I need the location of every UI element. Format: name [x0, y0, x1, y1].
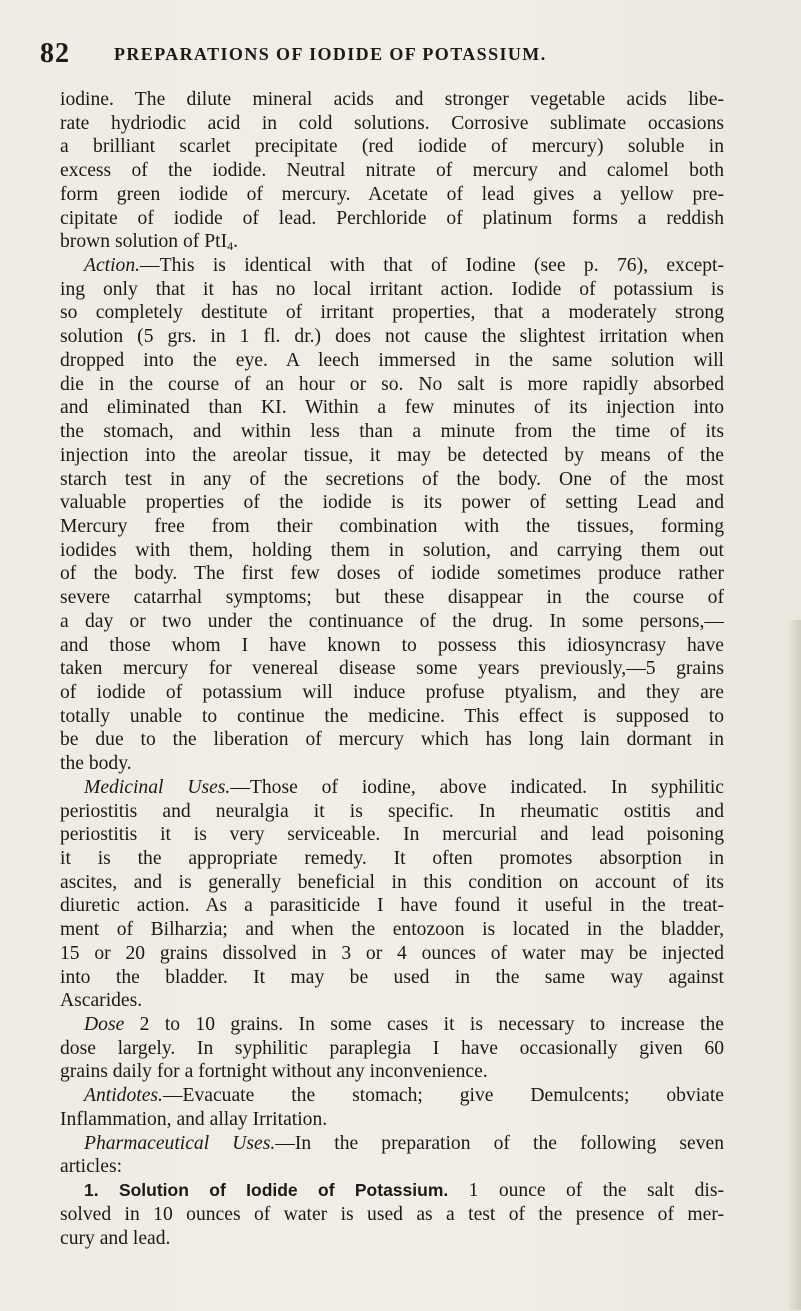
paragraph-action — [60, 254, 724, 278]
section-heading-action: Action. — [84, 255, 141, 277]
text-line: it is the appropriate remedy. It often promotes absorption in — [60, 848, 724, 869]
text-line: ascites, and is generally beneficial in this condition on account of its — [60, 871, 724, 893]
paragraph-antidotes — [60, 1084, 724, 1108]
text-line: dropped into the eye. A leech immersed in the same solution will — [60, 349, 724, 371]
text-line: and eliminated than KI. Within a few minutes of its injection into — [60, 397, 724, 419]
paragraph-dose — [60, 1013, 724, 1037]
text-line: taken mercury for venereal disease some years previously,—5 grains — [60, 658, 724, 680]
body-text — [60, 88, 724, 1250]
section-heading-medicinal-uses: Medicinal Uses. — [84, 776, 231, 798]
text-line: cipitate of iodide of lead. Perchloride of platinum forms a reddish — [60, 207, 724, 229]
text-line: dose largely. In syphilitic paraplegia I have occasionally given 60 — [60, 1037, 724, 1059]
text-line: Ascarides. — [60, 990, 143, 1012]
text-line: valuable properties of the iodide is its power of setting Lead and — [60, 492, 724, 514]
text-line: iodides with them, holding them in solution, and carrying them out — [60, 539, 724, 561]
text-line: injection into the areolar tissue, it may be detected by means of the — [60, 444, 724, 466]
text-line: periostitis and neuralgia it is specific. In rheumatic ostitis and — [60, 800, 724, 822]
text-line: solution (5 grs. in 1 fl. dr.) does not cause the slightest irritation when — [60, 326, 724, 348]
text-line: periostitis it is very serviceable. In mercurial and lead poisoning — [60, 824, 724, 846]
text-run: —Those of iodine, above indicated. In syphilitic — [230, 776, 724, 798]
running-head: PREPARATIONS OF IODIDE OF POTASSIUM. — [114, 44, 547, 64]
formula-text: brown solution of PtI — [60, 231, 228, 253]
text-line: starch test in any of the secretions of the body. One of the most — [60, 468, 724, 490]
page-header — [40, 38, 752, 68]
text-run: 2 to 10 grains. In some cases it is necessary to increase the — [124, 1014, 724, 1036]
text-line: ment of Bilharzia; and when the entozoon is located in the bladder, — [60, 919, 724, 941]
text-line: and those whom I have known to possess this idiosyncrasy have — [60, 634, 724, 656]
section-heading-pharmaceutical-uses: Pharmaceutical Uses. — [84, 1132, 276, 1154]
text-line: articles: — [60, 1156, 123, 1178]
text-run: —Evacuate the stomach; give Demulcents; obviate — [162, 1085, 724, 1107]
text-line: a day or two under the continuance of the drug. In some persons,— — [60, 610, 724, 632]
paragraph-solution — [60, 1179, 724, 1203]
page-edge-shadow — [787, 620, 801, 1310]
section-heading-dose: Dose — [84, 1014, 125, 1036]
text-line: the body. — [60, 753, 132, 775]
item-heading-solution: 1. Solution of Iodide of Potassium. — [84, 1180, 449, 1201]
text-line: cury and lead. — [60, 1227, 171, 1249]
text-line: totally unable to continue the medicine. This effect is supposed to — [60, 705, 724, 727]
text-line: ing only that it has no local irritant action. Iodide of potassium is — [60, 278, 724, 300]
text-line: 15 or 20 grains dissolved in 3 or 4 ounces of water may be injected — [60, 942, 724, 964]
formula-subscript: 4 — [227, 239, 234, 254]
text-line: the stomach, and within less than a minute from the time of its — [60, 421, 724, 443]
text-line: die in the course of an hour or so. No salt is more rapidly absorbed — [60, 373, 724, 395]
paragraph-medicinal-uses — [60, 776, 724, 800]
text-line: be due to the liberation of mercury which has long lain dormant in — [60, 729, 724, 751]
text-line: of iodide of potassium will induce profuse ptyalism, and they are — [60, 681, 724, 703]
text-line: rate hydriodic acid in cold solutions. Corrosive sublimate occasions — [60, 112, 724, 134]
page-number: 82 — [40, 38, 70, 69]
text-line: solved in 10 ounces of water is used as a test of the presence of mer- — [60, 1203, 724, 1225]
text-line — [60, 230, 724, 254]
text-line: Mercury free from their combination with the tissues, forming — [60, 515, 724, 537]
text-run: —This is identical with that of Iodine (see p. 76), except- — [140, 255, 724, 277]
text-line: excess of the iodide. Neutral nitrate of mercury and calomel both — [60, 160, 724, 182]
text-line: Inflammation, and allay Irritation. — [60, 1108, 328, 1130]
text-line: grains daily for a fortnight without any inconvenience. — [60, 1061, 488, 1083]
text-run: —In the preparation of the following seven — [275, 1132, 724, 1154]
text-line: a brilliant scarlet precipitate (red iodide of mercury) soluble in — [60, 136, 724, 158]
text-run: 1 ounce of the salt dis- — [448, 1180, 724, 1202]
period: . — [233, 231, 238, 253]
text-line: of the body. The first few doses of iodide sometimes produce rather — [60, 563, 724, 585]
text-line: iodine. The dilute mineral acids and stronger vegetable acids libe- — [60, 89, 724, 110]
text-line: form green iodide of mercury. Acetate of lead gives a yellow pre- — [60, 183, 724, 205]
paragraph-pharmaceutical-uses — [60, 1132, 724, 1156]
text-line: diuretic action. As a parasiticide I have found it useful in the treat- — [60, 895, 724, 917]
text-line: into the bladder. It may be used in the same way against — [60, 966, 724, 988]
text-line: so completely destitute of irritant properties, that a moderately strong — [60, 302, 724, 324]
section-heading-antidotes: Antidotes. — [84, 1085, 163, 1107]
text-line: severe catarrhal symptoms; but these disappear in the course of — [60, 587, 724, 609]
